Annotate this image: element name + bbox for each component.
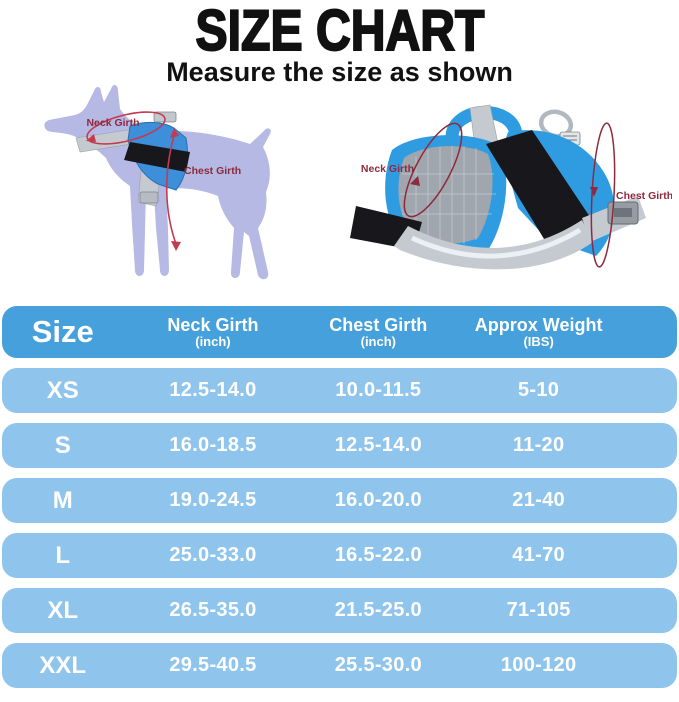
- neck-girth-cell: 29.5-40.5: [169, 654, 257, 676]
- neck-girth-cell: 26.5-35.0: [169, 599, 257, 621]
- header-neck-girth: Neck Girth (inch): [167, 314, 259, 350]
- chest-girth-cell: 12.5-14.0: [334, 434, 422, 456]
- size-cell: M: [52, 486, 73, 514]
- table-row-xl: [2, 588, 677, 633]
- weight-cell: 11-20: [512, 434, 565, 456]
- dog-chest-girth-label: Chest Girth: [184, 165, 242, 177]
- dog-chest-girth-arrowhead-bottom: [171, 241, 181, 251]
- size-chart-table: [2, 306, 677, 688]
- weight-cell: 71-105: [506, 599, 571, 621]
- neck-girth-cell: 25.0-33.0: [169, 544, 257, 566]
- dog-diagram-svg: [18, 84, 320, 300]
- table-row-l: [2, 533, 677, 578]
- table-row-m: [2, 478, 677, 523]
- table-row-xs: [2, 368, 677, 413]
- chest-girth-cell: 10.0-11.5: [335, 379, 422, 401]
- neck-girth-cell: 19.0-24.5: [169, 489, 257, 511]
- dog-neck-girth-label: Neck Girth: [86, 117, 140, 129]
- weight-cell: 21-40: [512, 489, 565, 511]
- page-title: SIZE CHART: [195, 0, 484, 63]
- header-size: Size: [31, 314, 94, 349]
- harness-diagram-svg: [350, 90, 672, 292]
- chest-girth-cell: 25.5-30.0: [334, 654, 422, 676]
- weight-cell: 100-120: [500, 654, 577, 676]
- harness-product-diagram: [350, 90, 672, 292]
- size-cell: XS: [46, 376, 79, 404]
- neck-girth-cell: 16.0-18.5: [169, 434, 257, 456]
- size-cell: L: [55, 541, 71, 569]
- page-subtitle: Measure the size as shown: [166, 57, 513, 87]
- size-cell: XXL: [39, 651, 87, 679]
- title-block: [0, 0, 679, 86]
- harness-adjuster-slot: [614, 208, 632, 217]
- chest-girth-cell: 16.5-22.0: [334, 544, 422, 566]
- neck-girth-cell: 12.5-14.0: [169, 379, 257, 401]
- weight-cell: 41-70: [512, 544, 565, 566]
- weight-cell: 5-10: [518, 379, 560, 401]
- table-header-row: [2, 306, 677, 358]
- header-approx-weight: Approx Weight (IBS): [474, 314, 603, 350]
- dog-measure-diagram: [18, 84, 320, 300]
- header-chest-girth: Chest Girth (inch): [329, 314, 428, 350]
- chest-girth-cell: 16.0-20.0: [334, 489, 422, 511]
- size-cell: S: [54, 431, 71, 459]
- harness-neck-girth-label: Neck Girth: [360, 163, 414, 175]
- harness-chest-girth-label: Chest Girth: [616, 190, 672, 202]
- table-row-xxl: [2, 643, 677, 688]
- chest-girth-cell: 21.5-25.0: [334, 599, 422, 621]
- size-cell: XL: [47, 596, 79, 624]
- table-row-s: [2, 423, 677, 468]
- dog-harness-buckle: [140, 192, 158, 203]
